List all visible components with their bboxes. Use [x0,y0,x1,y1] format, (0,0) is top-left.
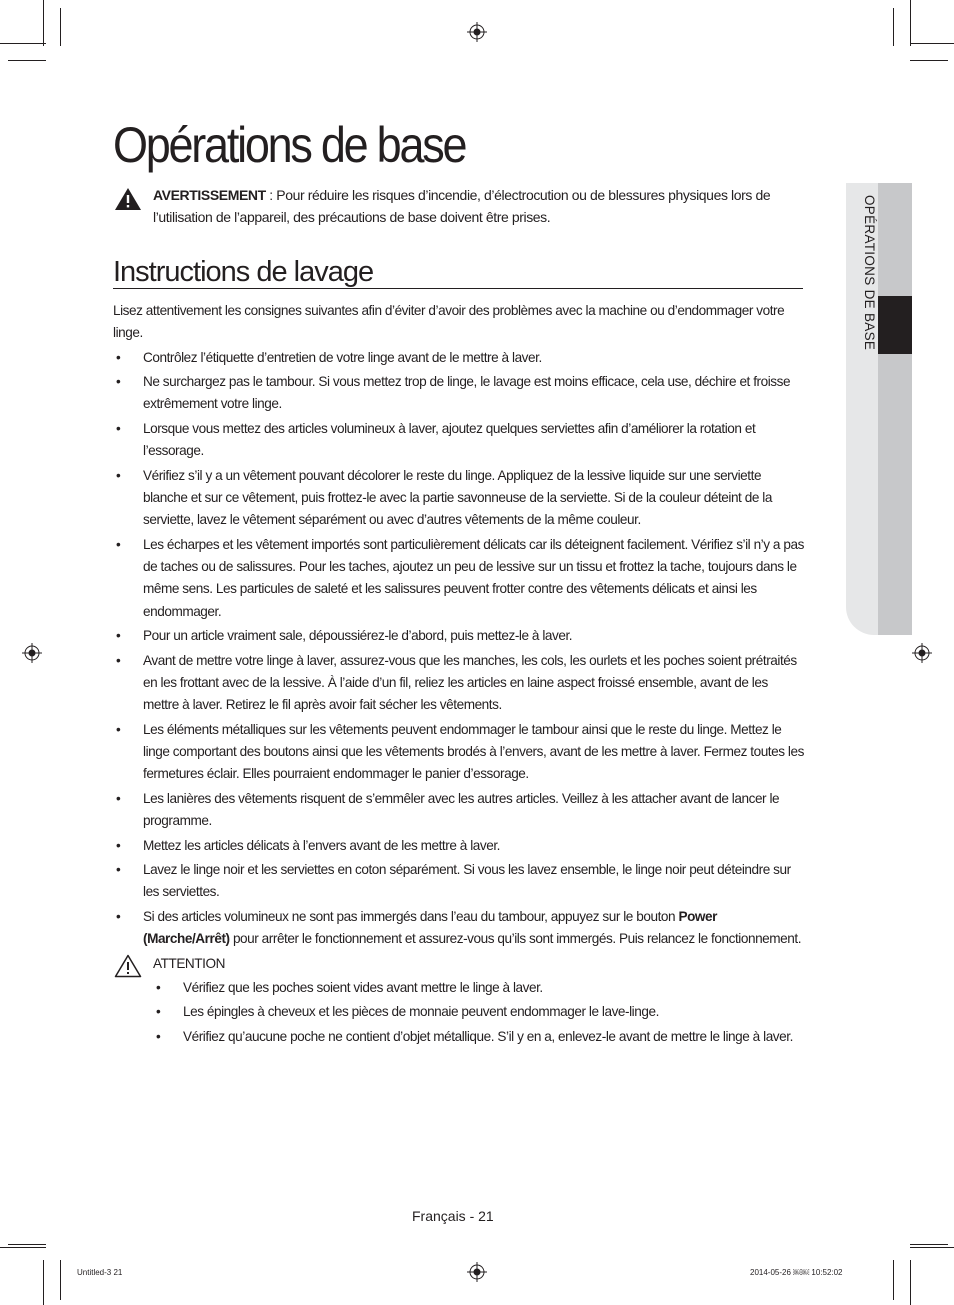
caution-triangle-icon [113,953,143,979]
list-item-text: Mettez les articles délicats à l’envers avant de les mettre à laver. [143,837,500,853]
side-tab-strip [878,183,912,635]
list-item-text: Avant de mettre votre linge à laver, assurez-vous que les manches, les cols, les ourlets et les poches soient prétraités en les frottant avec de la lessive. À l’aide d’un fil, reliez les articles en laine aspect froissé ensemble, avant de les mettre à laver. Retirez le fil après avoir fait sécher les vêtements. [143,652,797,713]
list-item [113,347,805,369]
list-item-text: Vérifiez que les poches soient vides avant mettre le linge à laver. [183,979,543,995]
bullet-icon: • [156,1028,161,1044]
list-item [113,625,805,647]
caution-list [113,977,805,1048]
warning-text [153,184,793,228]
slug-left: Untitled-3 21 [77,1268,123,1277]
list-item-text: Contrôlez l’étiquette d’entretien de votre linge avant de le mettre à laver. [143,349,542,365]
list-item-text: Vérifiez s’il y a un vêtement pouvant décolorer le reste du linge. Appliquez de la lessive liquide sur une serviette blanche et sur ce vêtement, puis frottez-le avec la partie savonneuse de la serviette. Si de la couleur déteint de la serviette, lavez le vêtement séparément ou avec d’autres vêtements de la même couleur. [143,467,772,528]
bullet-icon: • [116,374,121,390]
list-item-text: Lavez le linge noir et les serviettes en coton séparément. Si vous les lavez ensemble, le linge noir peut déteindre sur les serviettes. [143,862,791,900]
bullet-icon: • [116,652,121,668]
bullet-icon: • [116,790,121,806]
list-item [113,835,805,857]
instructions-list [113,347,805,951]
list-item-text: Pour un article vraiment sale, dépoussiérez-le d’abord, puis mettez-le à laver. [143,628,573,644]
section-title: Instructions de lavage [113,255,803,289]
list-item [113,859,805,904]
list-item [113,906,805,951]
bullet-icon: • [156,1004,161,1020]
list-item [113,650,805,717]
side-tab-label: OPÉRATIONS DE BASE [862,195,877,351]
section-body [113,300,805,1050]
warning-body: : Pour réduire les risques d’incendie, d’électrocution ou de blessures physiques lors de l’utilisation de l’appareil, des précautions de base doivent être prises. [153,187,771,225]
list-item-text: Les écharpes et les vêtement importés sont particulièrement délicats car ils déteignent facilement. Vérifiez s’il n’y a pas de taches ou de salissures. Pour les taches, ajoutez un peu de lessive sur un tissu et frottez la tache, toujours dans le même sens. Les particules de saleté et les salissures peuvent frotter contre des vêtements délicats et ainsi les endommager. [143,536,804,619]
bullet-icon: • [116,349,121,365]
list-item-text-start: Si des articles volumineux ne sont pas immergés dans l’eau du tambour, appuyez sur le bouton [143,908,679,924]
registration-mark-bottom-icon [467,1262,487,1282]
registration-mark-left-icon [22,643,42,663]
list-item [153,1026,805,1048]
warning-label: AVERTISSEMENT [153,187,266,203]
bullet-icon: • [116,862,121,877]
registration-mark-right-icon [912,643,932,663]
page-title: Opérations de base [113,117,466,173]
caution-label: ATTENTION [153,955,225,971]
bullet-icon: • [116,837,121,853]
caution-block [113,953,805,1049]
list-item-text: Les lanières des vêtements risquent de s’emmêler avec les autres articles. Veillez à les attacher avant de lancer le programme. [143,790,780,829]
list-item [153,977,805,999]
list-item-text: Les éléments métalliques sur les vêtements peuvent endommager le tambour ainsi que le reste du linge. Mettez le linge comportant des boutons ainsi que les vêtements brodés à l’envers, avant de les mettre à laver. Fermez toutes les fermetures éclair. Elles pourraient endommager le panier d’essorage. [143,721,804,782]
list-item [113,371,805,416]
list-item-text: Les épingles à cheveux et les pièces de monnaie peuvent endommager le lave-linge. [183,1004,659,1020]
list-item-text: Ne surchargez pas le tambour. Si vous mettez trop de linge, le lavage est moins efficace, cela use, déchire et froisse extrêmement votre linge. [143,374,791,412]
bullet-icon: • [156,979,161,995]
registration-mark-top-icon [467,22,487,42]
bullet-icon: • [116,721,121,737]
warning-triangle-icon [113,186,143,212]
page-number: Français - 21 [412,1208,494,1224]
side-tab-marker [878,296,912,354]
bullet-icon: • [116,467,121,483]
bullet-icon: • [116,628,121,644]
list-item-text: Vérifiez qu’aucune poche ne contient d’objet métallique. S’il y en a, enlevez-le avant de mettre le linge à laver. [183,1028,793,1044]
power-button-reference: Power (Marche/Arrêt) [143,908,717,947]
section-intro: Lisez attentivement les consignes suivantes afin d’éviter d’avoir des problèmes avec la machine ou d’endommager votre linge. [113,303,785,341]
list-item [113,719,805,786]
bullet-icon: • [116,908,121,924]
bullet-icon: • [116,536,121,552]
list-item [153,1001,805,1023]
list-item [113,418,805,463]
list-item-text: Lorsque vous mettez des articles volumineux à laver, ajoutez quelques serviettes afin d’améliorer la rotation et l’essorage. [143,420,756,459]
list-item [113,534,805,623]
list-item [113,465,805,532]
list-item [113,788,805,833]
slug-right: 2014-05-26 ￼￼ 10:52:02 [750,1268,843,1277]
list-item-text-end: pour arrêter le fonctionnement et assurez-vous qu’ils sont immergés. Puis relancez le fonctionnement. [229,931,802,947]
bullet-icon: • [116,420,121,436]
